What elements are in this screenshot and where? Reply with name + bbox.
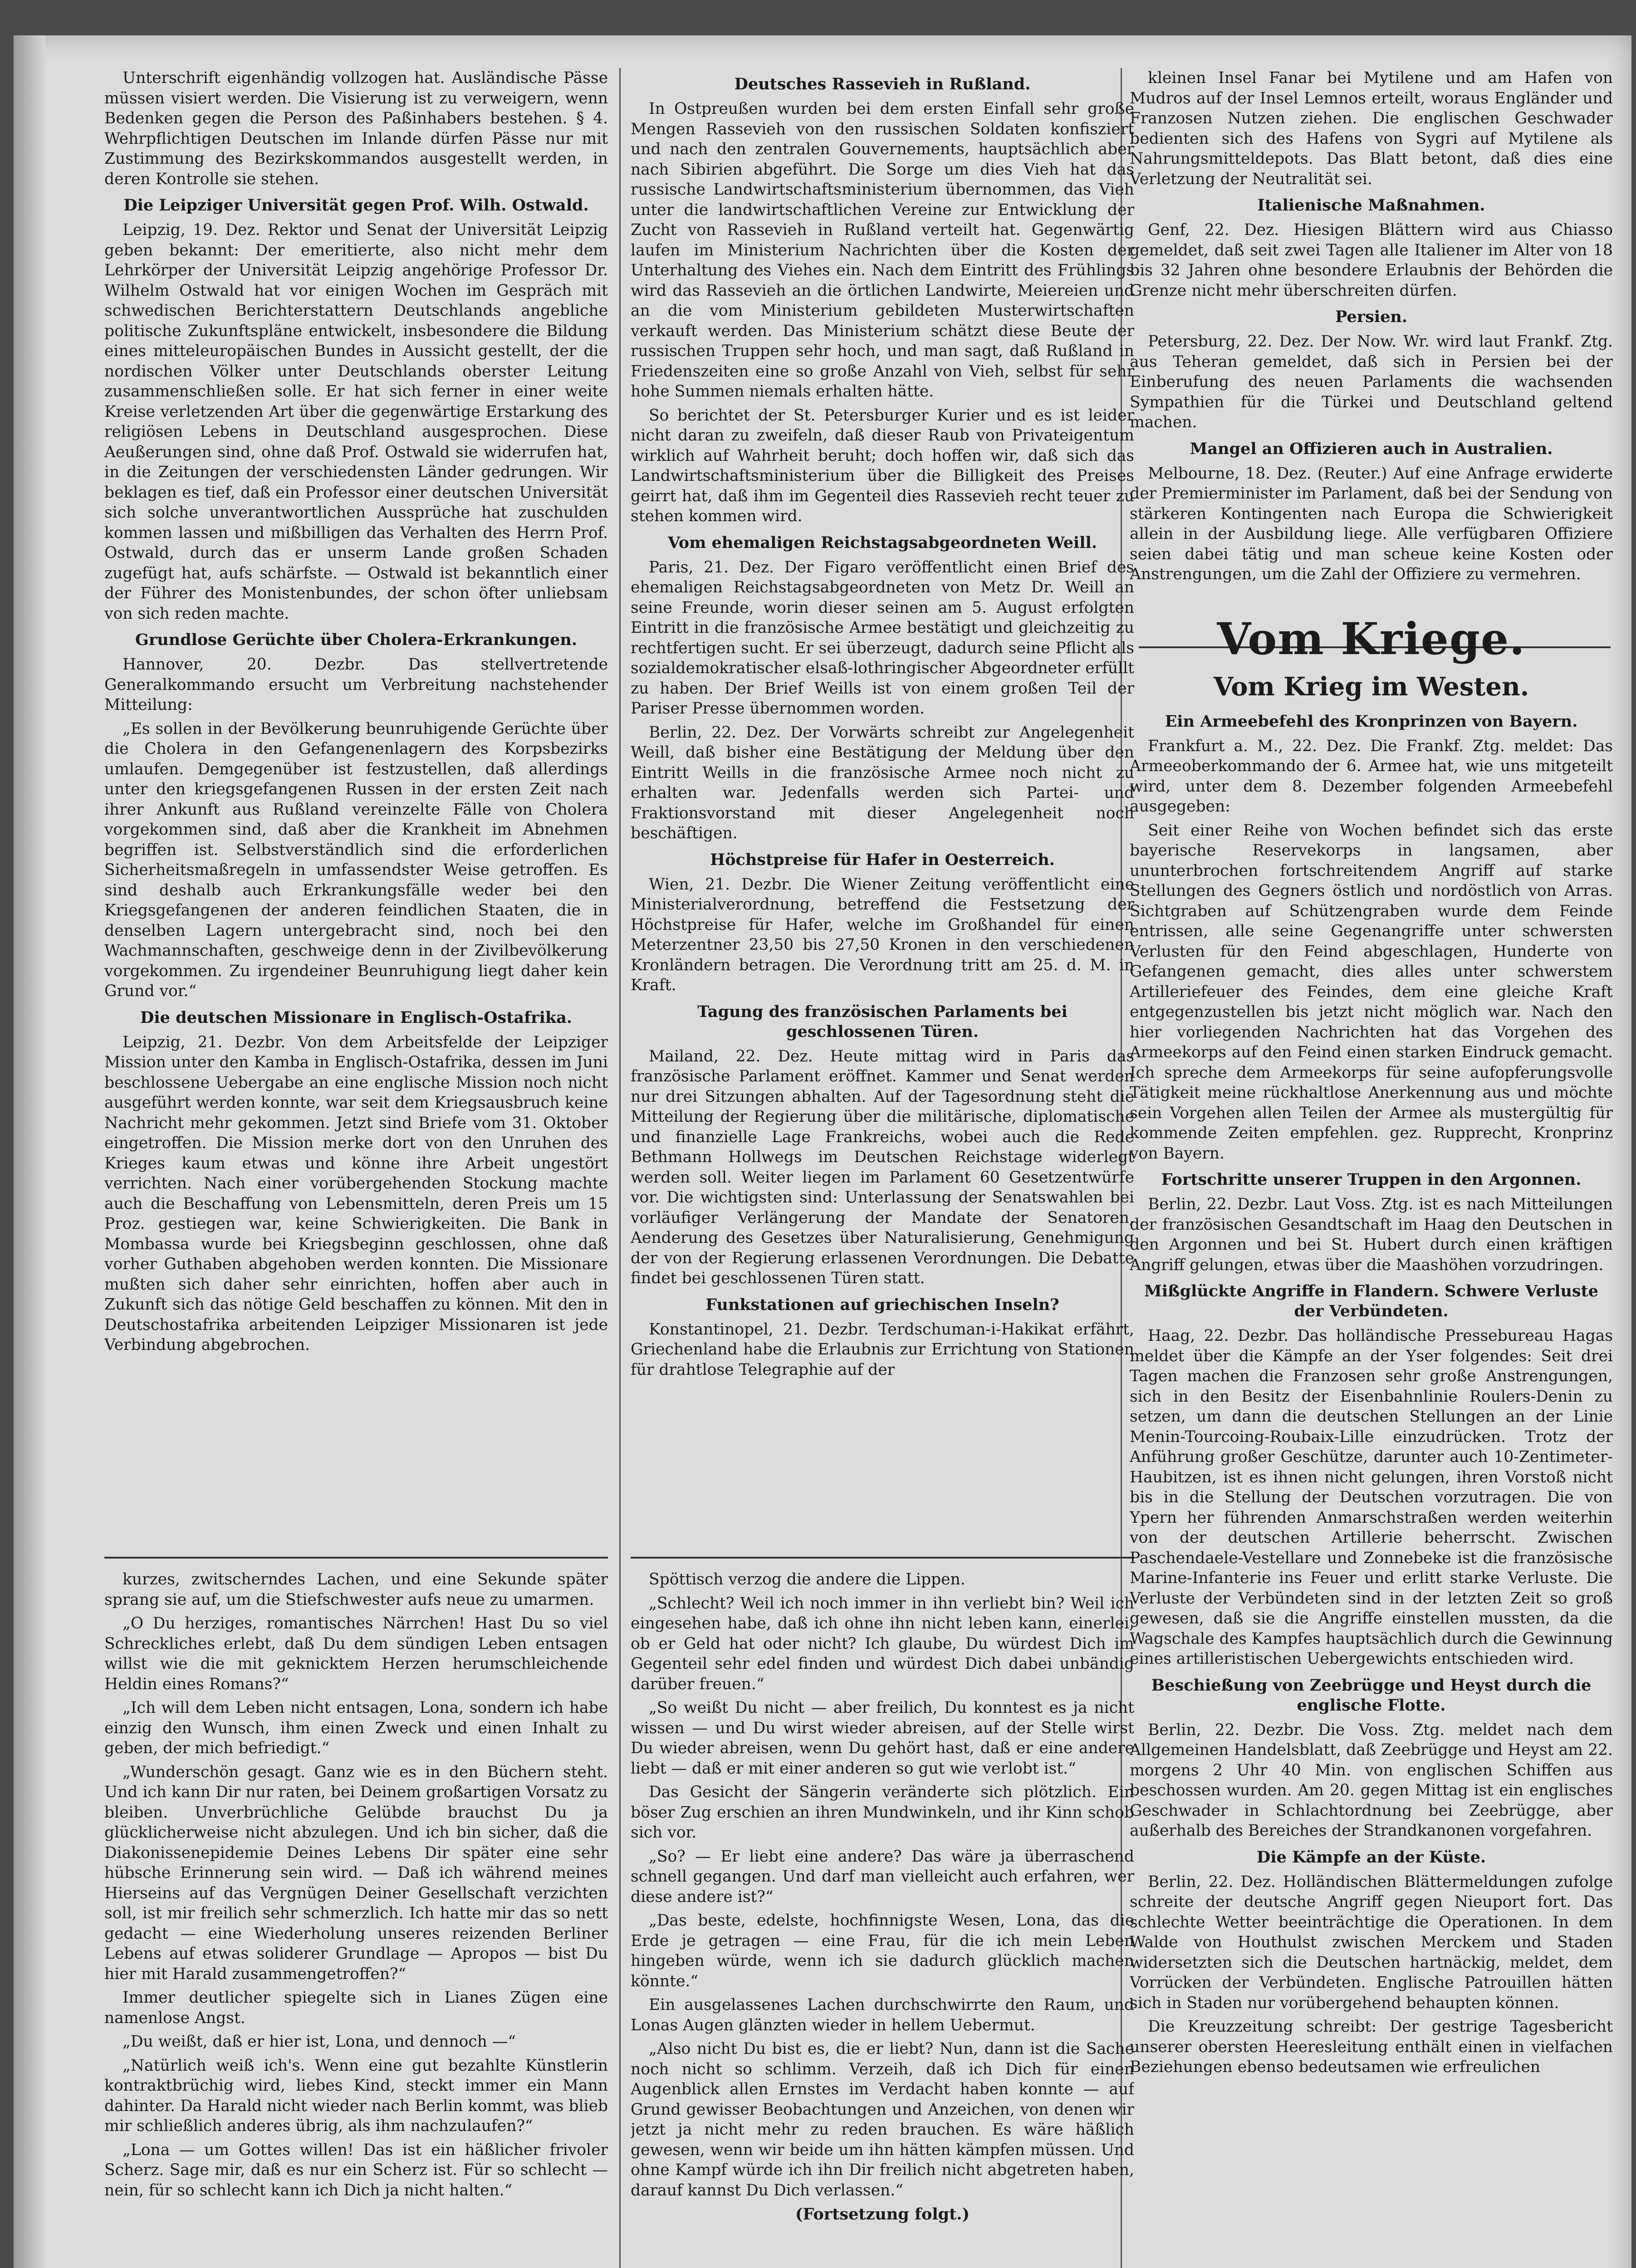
paragraph: Leipzig, 21. Dezbr. Von dem Arbeitsfelde der Leipziger Mission unter den Kamba in Englisch-Ostafrika, dessen im Juni beschlossene Uebergabe an eine englische Mission noch nicht ausgeführt werden konnte, war seit dem Kriegsausbruch keine Nachricht mehr gekommen. Jetzt sind Briefe vom 31. Oktober eingetroffen. Die Mission merke dort von den Unruhen des Krieges kaum etwas und könne ihre Arbeit ungestört verrichten. Nach einer vorübergehenden Stockung machte auch die Beschaffung von Lebensmitteln, deren Preis um 15 Proz. gestiegen war, keine Schwierigkeiten. Die Bank in Mombassa wurde bei Kriegsbeginn geschlossen, ohne daß vorher Guthaben abgehoben werden konnten. Die Missionare mußten sich daher sehr einrichten, hoffen aber auch in Zukunft sich das nötige Geld beschaffen zu können. Mit den in Deutschostafrika arbeitenden Leipziger Missionaren ist jede Verbindung abgebrochen.: [104, 1033, 608, 1354]
paragraph: „Ich will dem Leben nicht entsagen, Lona, sondern ich habe einzig den Wunsch, ihm einen Zweck und einen Inhalt zu geben, der mich befriedigt.“: [104, 1699, 608, 1757]
paragraph: „Also nicht Du bist es, die er liebt? Nun, dann ist die Sache noch nicht so schlimm. Verzeih, daß ich Dich für einen Augenblick allen Ernstes im Verdacht haben konnte — auf Grund gewisser Beobachtungen und Anzeichen, von denen wir jetzt ja nicht mehr zu reden brauchen. Es wäre häßlich gewesen, wenn wir beide um ihn hätten kämpfen müssen. Und ohne Kampf würde ich ihn Dir freilich nicht abgetreten haben, darauf kannst Du Dich verlassen.“: [631, 2040, 1134, 2200]
section-title: Vom Kriege.: [1217, 613, 1526, 665]
paragraph: „So? — Er liebt eine andere? Das wäre ja überraschend schnell gegangen. Und darf man vielleicht auch erfahren, wer diese andere ist?“: [631, 1847, 1134, 1906]
paragraph: Berlin, 22. Dezbr. Die Voss. Ztg. meldet nach dem Allgemeinen Handelsblatt, daß Zeebrügge und Heyst am 22. morgens 2 Uhr 40 Min. von englischen Schiffen aus beschossen wurden. Am 20. gegen Mittag ist ein englisches Geschwader in Schlachtordnung bei Zeebrügge, aber außerhalb des Bereiches der Strandkanonen vorgefahren.: [1130, 1721, 1613, 1840]
paragraph: Die Kreuzzeitung schreibt: Der gestrige Tagesbericht unserer obersten Heeresleitung enthält einen in vielfachen Beziehungen ebenso bedeutsamen wie erfreulichen: [1130, 2018, 1613, 2076]
paragraph: „Du weißt, daß er hier ist, Lona, und dennoch —“: [122, 2033, 516, 2051]
paragraph: Konstantinopel, 21. Dezbr. Terdschuman-i-Hakikat erfährt, Griechenland habe die Erlaubnis zur Errichtung von Stationen für drahtlose Telegraphie auf der: [631, 1320, 1134, 1379]
feuilleton-column-2: [631, 1569, 1134, 2268]
paragraph: Berlin, 22. Dez. Der Vorwärts schreibt zur Angelegenheit Weill, daß bisher eine Bestätigung der Meldung über den Eintritt Weills in die französische Armee noch nicht zu erhalten war. Jedenfalls werden sich Partei- und Fraktionsvorstand mit dieser Angelegenheit noch beschäftigen.: [631, 723, 1134, 842]
paragraph: Spöttisch verzog die andere die Lippen.: [649, 1570, 965, 1589]
paragraph: Das Gesicht der Sängerin veränderte sich plötzlich. Ein böser Zug erschien an ihren Mundwinkeln, und ihr Kinn schob sich vor.: [631, 1783, 1134, 1842]
article-headline: Italienische Maßnahmen.: [1257, 196, 1485, 215]
section-subtitle: Vom Krieg im Westen.: [1213, 671, 1529, 702]
paragraph: „O Du herziges, romantisches Närrchen! Hast Du so viel Schreckliches erlebt, daß Du dem sündigen Leben entsagen willst wie die mit geknicktem Herzen herumschleichende Heldin eines Romans?“: [104, 1614, 608, 1693]
paragraph: Berlin, 22. Dezbr. Laut Voss. Ztg. ist es nach Mitteilungen der französischen Gesandtschaft im Haag den Deutschen in den Argonnen und bei St. Hubert durch einen kräftigen Angriff gelungen, etwas über die Maashöhen vorzudringen.: [1130, 1195, 1613, 1274]
paragraph: Melbourne, 18. Dez. (Reuter.) Auf eine Anfrage erwiderte der Premierminister im Parlament, daß bei der Sendung von stärkeren Kontingenten nach Europa die Schwierigkeit allein in der Ausbildung liege. Alle verfügbaren Offiziere seien dabei tätig und man scheue keine Kosten oder Anstrengungen, um die Zahl der Offiziere zu vermehren.: [1130, 464, 1613, 583]
article-headline: Tagung des französischen Parlaments bei geschlossenen Türen.: [697, 1002, 1068, 1041]
paragraph: Hannover, 20. Dezbr. Das stellvertretende Generalkommando ersucht um Verbreitung nachstehender Mitteilung:: [104, 655, 608, 714]
article-headline: Vom ehemaligen Reichstagsabgeordneten Weill.: [667, 533, 1097, 552]
column-2: [631, 68, 1134, 1551]
paragraph: „So weißt Du nicht — aber freilich, Du konntest es ja nicht wissen — und Du wirst wieder abreisen, auf der Stelle wirst Du wieder abreisen, wenn Du gehört hast, daß er eine andere liebt — daß er mit einer anderen so gut wie verlobt ist.“: [631, 1699, 1134, 1778]
paragraph: Paris, 21. Dez. Der Figaro veröffentlicht einen Brief des ehemaligen Reichstagsabgeordneten von Metz Dr. Weill an seine Freunde, worin dieser seinen am 5. August erfolgten Eintritt in die französische Armee bestätigt und gleichzeitig zu rechtfertigen sucht. Er sei überzeugt, dadurch seine Pflicht als sozialdemokratischer elsaß-lothringischer Abgeordneter erfüllt zu haben. Der Brief Weills ist von einem großen Teil der Pariser Presse übernommen worden.: [631, 558, 1134, 718]
paragraph: „Schlecht? Weil ich noch immer in ihn verliebt bin? Weil ich eingesehen habe, daß ich ohne ihn nicht leben kann, einerlei, ob er Geld hat oder nicht? Ich glaube, Du würdest Dich im Gegenteil sehr edel finden und würdest Dich dabei unbändig darüber freuen.“: [631, 1594, 1134, 1693]
article-headline: Ein Armeebefehl des Kronprinzen von Bayern.: [1165, 712, 1578, 731]
article-headline: Funkstationen auf griechischen Inseln?: [705, 1295, 1059, 1314]
column-1: [104, 68, 608, 1551]
paragraph: „Lona — um Gottes willen! Das ist ein häßlicher frivoler Scherz. Sage mir, daß es nur ein Scherz ist. Für so schlecht — nein, für so schlecht kann ich Dich ja nicht halten.“: [104, 2141, 608, 2200]
paragraph: kurzes, zwitscherndes Lachen, und eine Sekunde später sprang sie auf, um die Stiefschwester aufs neue zu umarmen.: [104, 1570, 608, 1609]
article-headline: Grundlose Gerüchte über Cholera-Erkrankungen.: [135, 631, 578, 649]
column-rule-1: [619, 68, 621, 2268]
article-headline: Die Kämpfe an der Küste.: [1256, 1848, 1486, 1867]
paragraph: Leipzig, 19. Dez. Rektor und Senat der Universität Leipzig geben bekannt: Der emeritierte, also nicht mehr dem Lehrkörper der Universität Leipzig angehörige Professor Dr. Wilhelm Ostwald hat vor einigen Wochen im Gespräch mit schwedischen Berichterstattern Deutschlands angebliche politische Zukunftspläne entwickelt, insbesondere die Bildung eines mitteleuropäischen Bundes in Aussicht gestellt, der die nordischen Völker unter Deutschlands oberster Leitung zusammenschließen solle. Er hat sich ferner in einer weite Kreise verletzenden Art über die gegenwärtige Erstarkung des religiösen Lebens in Deutschland ausgesprochen. Diese Aeußerungen sind, ohne daß Prof. Ostwald sie widerrufen hat, in die Zeitungen der verschiedensten Länder gedrungen. Wir beklagen es tief, daß ein Professor einer deutschen Universität sich solche unverantwortlichen Aussprüche hat zuschulden kommen lassen und mißbilligen das Verhalten des Herrn Prof. Ostwald, durch das er unserm Lande großen Schaden zugefügt hat, aufs schärfste. — Ostwald ist bekanntlich einer der Führer des Monistenbundes, der schon öfter unliebsam von sich reden machte.: [104, 221, 608, 623]
feuilleton-column-1: [104, 1569, 608, 2268]
article-headline: Höchstpreise für Hafer in Oesterreich.: [710, 850, 1055, 869]
paragraph: „Wunderschön gesagt. Ganz wie es in den Büchern steht. Und ich kann Dir nur raten, bei Deinem großartigen Vorsatz zu bleiben. Unverbrüchliche Gelübde brauchst Du ja glücklicherweise nicht abzulegen. Und ich bin sicher, daß die Diakonissenepidemie Deines Lebens Dir später eine sehr hübsche Erinnerung sein wird. — Daß ich während meines Hierseins auf das Vergnügen Deiner Gesellschaft verzichten soll, ist mir freilich sehr schmerzlich. Ich hatte mir das so nett gedacht — eine Wiederholung unseres reizenden Berliner Lebens auf etwas soliderer Grundlage — Apropos — bist Du hier mit Harald zusammengetroffen?“: [104, 1763, 608, 1983]
article-headline: Fortschritte unserer Truppen in den Argonnen.: [1161, 1170, 1582, 1189]
column-3: [1130, 68, 1613, 2268]
paragraph: „Es sollen in der Bevölkerung beunruhigende Gerüchte über die Cholera in den Gefangenenlagern des Korpsbezirks umlaufen. Demgegenüber ist festzustellen, daß allerdings unter den kriegsgefangenen Russen in der ersten Zeit nach ihrer Ankunft aus Rußland vereinzelte Fälle von Cholera vorgekommen sind, daß aber die Krankheit im Abnehmen begriffen ist. Selbstverständlich sind die erforderlichen Sicherheitsmaßregeln in umfassendster Weise getroffen. Es sind deshalb auch Erkrankungsfälle weder bei den Kriegsgefangenen der anderen feindlichen Staaten, die in denselben Lagern untergebracht sind, noch bei den Wachmannschaften, geschweige denn in der Zivilbevölkerung vorgekommen. Zu irgendeiner Beunruhigung liegt daher kein Grund vor.“: [104, 719, 608, 1000]
paragraph: Unterschrift eigenhändig vollzogen hat. Ausländische Pässe müssen visiert werden. Die Visierung ist zu verweigern, wenn Bedenken gegen die Person des Paßinhabers bestehen. § 4. Wehrpflichtigen Deutschen im Inlande dürfen Pässe nur mit Zustimmung des Bezirkskommandos ausgestellt werden, in deren Kontrolle sie stehen.: [104, 69, 608, 188]
paragraph: Frankfurt a. M., 22. Dez. Die Frankf. Ztg. meldet: Das Armeeoberkommando der 6. Armee hat, wie uns mitgeteilt wird, unter dem 8. Dezember folgenden Armeebefehl ausgegeben:: [1130, 737, 1613, 816]
paragraph: Berlin, 22. Dez. Holländischen Blättermeldungen zufolge schreite der deutsche Angriff gegen Nieuport fort. Das schlechte Wetter beeinträchtige die Operationen. In dem Walde von Houthulst zwischen Merckem und Staden widersetzten sich die Deutschen hartnäckig, meldet, dem Vorrücken der Verbündeten. Englische Patrouillen hätten sich in Staden nur vorübergehend behaupten können.: [1130, 1872, 1613, 2012]
article-headline: Die Leipziger Universität gegen Prof. Wilh. Ostwald.: [123, 196, 589, 215]
paragraph: kleinen Insel Fanar bei Mytilene und am Hafen von Mudros auf der Insel Lemnos erteilt, woraus Engländer und Franzosen Nutzen ziehen. Die englischen Geschwader bedienten sich des Hafens von Sygri auf Mytilene als Nahrungsmitteldepots. Das Blatt betont, daß dies eine Verletzung der Neutralität sei.: [1130, 69, 1613, 188]
paragraph: Ein ausgelassenes Lachen durchschwirrte den Raum, und Lonas Augen glänzten wieder in hellem Uebermut.: [631, 1996, 1134, 2034]
paragraph: Wien, 21. Dezbr. Die Wiener Zeitung veröffentlicht eine Ministerialverordnung, betreffend die Festsetzung der Höchstpreise für Hafer, welche im Großhandel für einen Meterzentner 23,50 bis 27,50 Kronen in den verschiedenen Kronländern betragen. Die Verordnung tritt am 25. d. M. in Kraft.: [631, 875, 1134, 994]
paragraph: Genf, 22. Dez. Hiesigen Blättern wird aus Chiasso gemeldet, daß seit zwei Tagen alle Italiener im Alter von 18 bis 32 Jahren ohne besondere Erlaubnis der Behörden die Grenze nicht mehr überschreiten dürfen.: [1130, 221, 1613, 300]
article-headline: Persien.: [1335, 308, 1407, 326]
article-headline: Mißglückte Angriffe in Flandern. Schwere Verluste der Verbündeten.: [1144, 1282, 1599, 1320]
paragraph: „Natürlich weiß ich's. Wenn eine gut bezahlte Künstlerin kontraktbrüchig wird, liebes Kind, steckt immer ein Mann dahinter. Da Harald nicht wieder nach Berlin kommt, was blieb mir schließlich anderes übrig, als ihm nachzulaufen?“: [104, 2056, 608, 2135]
continuation-note: (Fortsetzung folgt.): [795, 2205, 970, 2224]
paragraph: „Das beste, edelste, hochfinnigste Wesen, Lona, das die Erde je getragen — eine Frau, für die ich mein Leben hingeben würde, wenn ich sie dadurch glücklich machen könnte.“: [631, 1911, 1134, 1990]
paragraph: In Ostpreußen wurden bei dem ersten Einfall sehr große Mengen Rassevieh von den russischen Soldaten konfisziert und nach den zentralen Gouvernements, hauptsächlich aber nach Sibirien abgeführt. Die Sorge um dies Vieh hat das russische Landwirtschaftsministerium übernommen, das Vieh unter die landwirtschaftlichen Vereine zur Entwicklung der Zucht von Rassevieh in Rußland verteilt hat. Gegenwärtig laufen im Ministerium Nachrichten über die Kosten der Unterhaltung des Viehes ein. Nach dem Eintritt des Frühlings wird das Rassevieh an die örtlichen Landwirte, Meiereien und an die vom Ministerium gebildeten Musterwirtschaften verkauft werden. Das Ministerium schätzt diese Beute der russischen Truppen sehr hoch, und man sagt, daß Rußland in Friedenszeiten eine so große Anzahl von Vieh, selbst für sehr hohe Summen niemals erhalten hätte.: [631, 100, 1134, 401]
paragraph: Petersburg, 22. Dez. Der Now. Wr. wird laut Frankf. Ztg. aus Teheran gemeldet, daß sich in Persien bei der Einberufung des neuen Parlaments die wachsenden Sympathien für die Türkei und Deutschland geltend machen.: [1130, 332, 1613, 431]
article-headline: Mangel an Offizieren auch in Australien.: [1190, 439, 1553, 458]
article-headline: Deutsches Rassevieh in Rußland.: [734, 75, 1031, 93]
paragraph: So berichtet der St. Petersburger Kurier und es ist leider nicht daran zu zweifeln, daß dieser Raub von Privateigentum wirklich auf Wahrheit beruht; doch hoffen wir, daß sich das Landwirtschaftsministerium über die Billigkeit des Preises geirrt hat, daß ihm im Gegenteil dies Rassevieh recht teuer zu stehen kommen wird.: [631, 406, 1134, 525]
paragraph: Mailand, 22. Dez. Heute mittag wird in Paris das französische Parlament eröffnet. Kammer und Senat werden nur drei Sitzungen abhalten. Auf der Tagesordnung steht die Mitteilung der Regierung über die militärische, diplomatische und finanzielle Lage Frankreichs, wobei auch die Rede Bethmann Hollwegs im Deutschen Reichstage widerlegt werden soll. Weiter liegen im Parlament 60 Gesetzentwürfe vor. Die wichtigsten sind: Unterlassung der Senatswahlen bei vorläufiger Verlängerung der Mandate der Senatoren, Aenderung des Gesetzes über Naturalisierung, Genehmigung der von der Regierung erlassenen Verordnungen. Die Debatte findet bei geschlossenen Türen statt.: [631, 1047, 1134, 1287]
feuilleton-rule-left: [104, 1557, 608, 1559]
paragraph: Haag, 22. Dezbr. Das holländische Pressebureau Hagas meldet über die Kämpfe an der Yser folgendes: Seit drei Tagen machen die Franzosen sehr große Anstrengungen, sich in den Besitz der Eisenbahnlinie Roulers-Denin zu setzen, um dann die deutschen Stellungen an der Linie Menin-Tourcoing-Roubaix-Lille einzudrücken. Trotz der Anführung großer Geschütze, darunter auch 10-Zentimeter-Haubitzen, ist es ihnen nicht gelungen, ihren Vorstoß nicht bis in die Stellung der Deutschen vorzutragen. Die von Ypern her führenden Anmarschstraßen werden weiterhin von der deutschen Artillerie beherrscht. Zwischen Paschendaele-Vestellare und Zonnebeke ist die französische Marine-Infanterie ins Feuer und erlitt starke Verluste. Die Verluste der Verbündeten sind in der letzten Zeit so groß gewesen, daß sie die Angriffe einstellen mussten, da die Wagschale des Kampfes hauptsächlich durch die Gewinnung eines artilleristischen Uebergewichts entschieden wird.: [1130, 1327, 1613, 1668]
paragraph: Immer deutlicher spiegelte sich in Lianes Zügen eine namenlose Angst.: [104, 1989, 608, 2027]
article-headline: Die deutschen Missionare in Englisch-Ostafrika.: [140, 1008, 572, 1027]
page-binding-edge: [14, 35, 45, 2268]
feuilleton-rule-mid: [631, 1557, 1134, 1559]
article-headline: Beschießung von Zeebrügge und Heyst durch die englische Flotte.: [1151, 1676, 1592, 1715]
paragraph: Seit einer Reihe von Wochen befindet sich das erste bayerische Reservekorps in langsamen, aber ununterbrochen fortschreitendem Angriff auf starke Stellungen des Gegners östlich und nordöstlich von Arras. Sichtgraben auf Schützengraben wurde dem Feinde entrissen, alle seine Gegenangriffe unter schwersten Verlusten für den Feind abgeschlagen, Hunderte von Gefangenen gemacht, dies alles unter schwerstem Artilleriefeuer des Feindes, dem eine gleiche Kraft entgegenzustellen bis jetzt nicht möglich war. Nach den hier vorliegenden Nachrichten hat das Vorgehen des Armeekorps auf den Feind einen starken Eindruck gemacht. Ich spreche dem Armeekorps für seine aufopferungsvolle Tätigkeit meine rückhaltlose Anerkennung aus und möchte sein Vorgehen allen Teilen der Armee als mustergültig für kommende Zeiten empfehlen. gez. Rupprecht, Kronprinz von Bayern.: [1130, 821, 1613, 1163]
